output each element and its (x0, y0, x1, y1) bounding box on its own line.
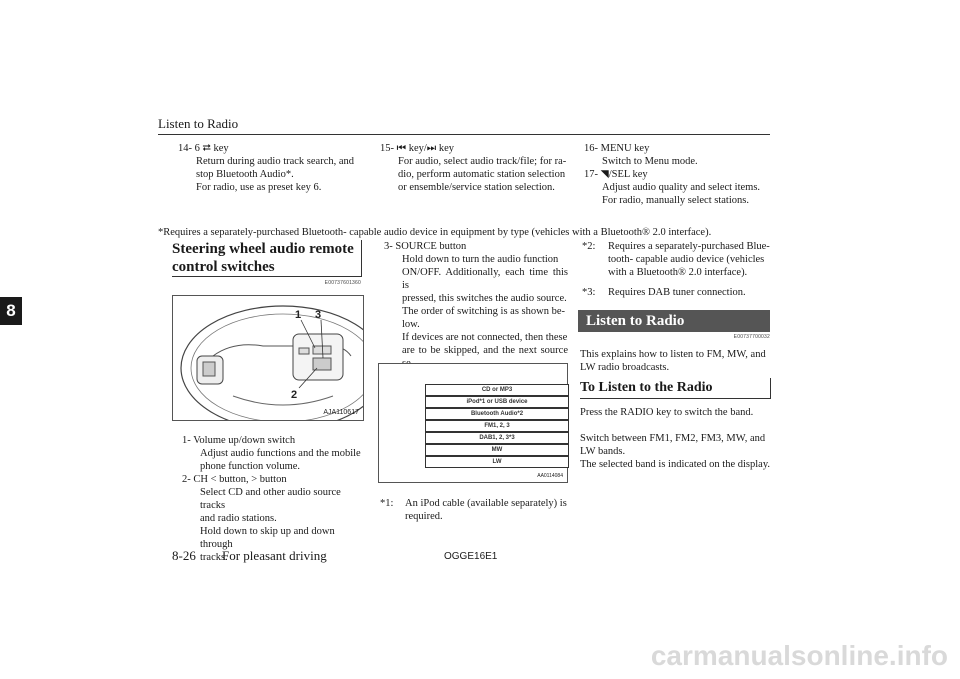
item-label: MENU key (600, 143, 650, 154)
source-bar-ipod: iPod*1 or USB device (425, 396, 569, 408)
footnote-1 (405, 497, 567, 523)
footnote-text: Requires a separately-purchased Blue- (608, 241, 770, 252)
item-text: If devices are not connected, then these (402, 332, 568, 343)
paragraph-press-radio: Press the RADIO key to switch the band. (580, 407, 754, 418)
item-text: and radio stations. (200, 513, 277, 524)
item-text: The order of switching is as shown be- (402, 306, 566, 317)
item-number: 17- (584, 169, 598, 180)
callout-2: 2 (291, 389, 298, 401)
callout-1: 1 (295, 309, 302, 321)
item-text: Hold down to skip up and down through (200, 526, 335, 550)
items-16-17 (584, 142, 774, 207)
section-tab: 8 (0, 297, 22, 325)
source-bar-bluetooth: Bluetooth Audio*2 (425, 408, 569, 420)
source-order-figure (378, 363, 568, 483)
item-text: Adjust audio quality and select items. (602, 182, 761, 193)
footnote-2 (608, 240, 770, 279)
item-text: tracks. (200, 552, 228, 563)
footnote-text: with a Bluetooth® 2.0 interface). (608, 267, 748, 278)
source-bar-lw: LW (425, 456, 569, 468)
running-header: Listen to Radio (158, 116, 239, 131)
steering-wheel-figure (172, 295, 364, 421)
item-label: Volume up/down switch (193, 435, 296, 446)
watermark: carmanualsonline.info (650, 640, 948, 671)
band-line: LW bands. (580, 446, 626, 457)
footnote-text: An iPod cable (available separately) is (405, 498, 567, 509)
steering-item-1 (182, 434, 364, 473)
item-text: phone function volume. (200, 461, 301, 472)
item-label: ⏮ key/⏭ key (396, 143, 455, 154)
item-text: For radio, use as preset key 6. (196, 182, 322, 193)
source-bar-dab: DAB1, 2, 3*3 (425, 432, 569, 444)
item-text: pressed, this switches the audio source. (402, 293, 567, 304)
figure-code: AA0114084 (537, 473, 563, 479)
intro-line: LW radio broadcasts. (580, 362, 670, 373)
heading-rule (172, 276, 361, 277)
item-text: stop Bluetooth Audio*. (196, 169, 294, 180)
page-number: 8-26 (172, 548, 196, 563)
item-number: 14- (178, 143, 192, 154)
item-text: dio, perform automatic station selection (398, 169, 566, 180)
item-text: ON/OFF. Additionally, each time this is (402, 267, 568, 291)
header-rule (158, 134, 770, 135)
item-text: Adjust audio functions and the mobile (200, 448, 361, 459)
item-text: Hold down to turn the audio function (402, 254, 559, 265)
item-number: 16- (584, 143, 598, 154)
callout-3: 3 (315, 309, 322, 321)
item-text: Return during audio track search, and (196, 156, 355, 167)
item-text: low. (402, 319, 420, 330)
heading-line: control switches (172, 259, 275, 275)
item-text: Select CD and other audio source tracks (200, 487, 341, 511)
item-number: 2- (182, 474, 191, 485)
steering-wheel-illustration (173, 296, 363, 420)
item-text: or ensemble/service station selection. (398, 182, 555, 193)
doc-code: OGGE16E1 (444, 551, 498, 562)
footnote-3: Requires DAB tuner connection. (608, 287, 746, 298)
item-text: are to be skipped, and the next source (402, 345, 568, 356)
subheading-listen: To Listen to the Radio (580, 380, 713, 395)
item-number: 1- (182, 435, 191, 446)
heading-line: Steering wheel audio remote (172, 241, 354, 257)
item-label: ◥/SEL key (600, 169, 648, 180)
band-line: The selected band is indicated on the display. (580, 459, 771, 470)
footnote-mark-2: *2: (582, 241, 596, 252)
item-14 (178, 142, 368, 194)
band-line: Switch between FM1, FM2, FM3, MW, and (580, 433, 766, 444)
source-bar-fm: FM1, 2, 3 (425, 420, 569, 432)
intro-line: This explains how to listen to FM, MW, and (580, 349, 766, 360)
source-bar-mw: MW (425, 444, 569, 456)
intro-paragraph (580, 348, 770, 374)
section-heading-steering (172, 240, 362, 276)
subheading-rule-vertical (770, 378, 771, 399)
item-text: For radio, manually select stations. (602, 195, 749, 206)
section-banner-listen: Listen to Radio (578, 310, 770, 332)
section-code: E00737700032 (733, 334, 770, 340)
heading-rule-vertical (361, 240, 362, 277)
item-label: CH < button, > button (193, 474, 287, 485)
item-15 (380, 142, 570, 194)
footnote-mark-3: *3: (582, 287, 596, 298)
item-number: 3- (384, 241, 393, 252)
source-item-3 (384, 240, 568, 383)
loop-arrow-icon (379, 364, 567, 482)
item-label: SOURCE button (395, 241, 467, 252)
footnote-bluetooth: *Requires a separately-purchased Bluetooth- capable audio device in equipment by type (vehicles with a Bluetooth® 2.0 interface). (158, 227, 712, 238)
item-number: 15- (380, 143, 394, 154)
item-label: 6 ⮂ key (194, 143, 229, 154)
item-text: For audio, select audio track/file; for ra- (398, 156, 567, 167)
footnote-mark-1: *1: (380, 498, 394, 509)
section-code: E00737601360 (324, 280, 361, 286)
figure-code: AJA110617 (323, 409, 359, 416)
footnote-text: tooth- capable audio device (vehicles (608, 254, 765, 265)
footer-section: For pleasant driving (222, 548, 327, 563)
item-text: Switch to Menu mode. (602, 156, 698, 167)
source-bar-cd: CD or MP3 (425, 384, 569, 396)
footnote-text: required. (405, 511, 443, 522)
paragraph-bands (580, 432, 770, 471)
subheading-rule (580, 398, 771, 399)
